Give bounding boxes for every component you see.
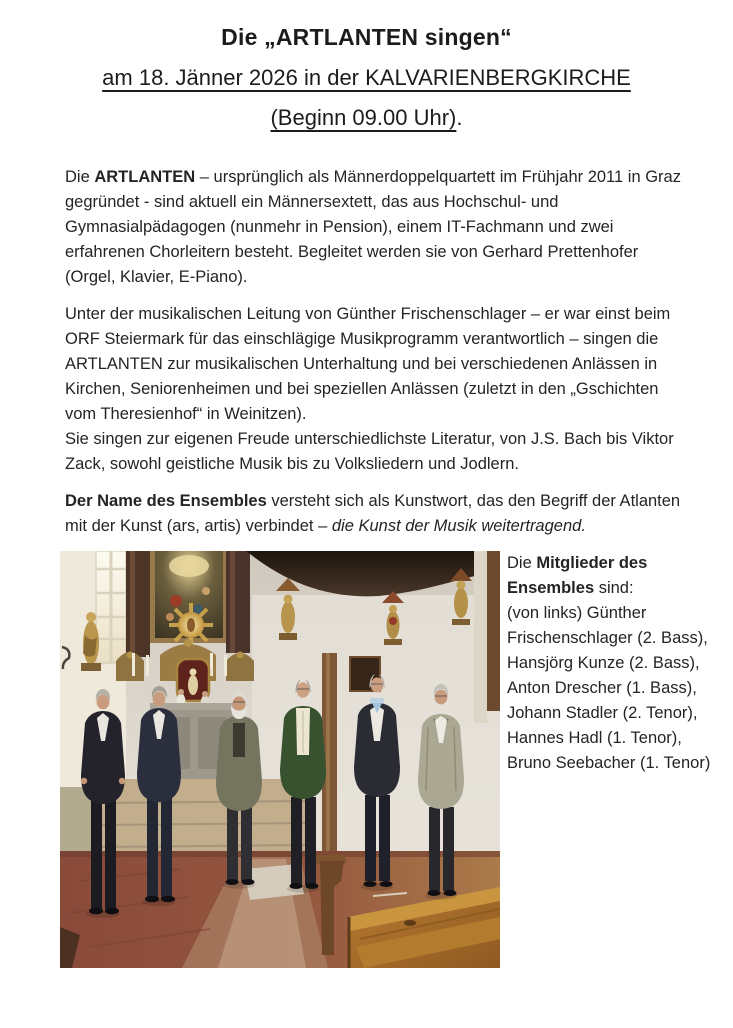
candle: [224, 655, 227, 676]
paragraph-musical-direction: Unter der musikalischen Leitung von Günther Frischenschlager – er war einst beim ORF Steiermark für das einschlägige Musikprogramm verantwortlich – singen die ARTLANTEN zur musikalischen Unterhaltung und bei verschiedenen Anlässen in Kirchen, Seniorenheimen und bei speziellen Anlässen (zuletzt in den „Gschichten vom Theresienhof“ in Weinitzen). Sie singen zur eigenen Freude unterschiedlichste Literatur, von J.S. Bach bis Viktor Zack, sowohl geistliche Musik bis zu Volksliedern und Jodlern.: [65, 305, 674, 473]
right-edge-frame: [474, 551, 500, 723]
subtitle-date: [0, 65, 733, 91]
page-title: Die „ARTLANTEN singen“: [221, 24, 512, 50]
members-caption: Die Mitglieder des Ensembles sind: (von links) Günther Frischenschlager (2. Bass), Hansjörg Kunze (2. Bass), Anton Drescher (1. Bass), Johann Stadler (2. Tenor), Hannes Hadl (1. Tenor), Bruno Seebacher (1. Tenor): [507, 554, 711, 772]
body-text: [65, 165, 693, 539]
subtitle-date-text: am 18. Jänner 2026 in der KALVARIENBERGKIRCHE: [102, 65, 631, 90]
subtitle-time-period: .: [456, 105, 463, 130]
subtitle-time: [0, 105, 733, 131]
document-header: [0, 0, 733, 131]
candle: [146, 655, 149, 676]
candle: [210, 653, 213, 676]
ensemble-photo-graphic: [60, 551, 500, 968]
candle: [132, 653, 135, 676]
paragraph-about-ensemble: Die ARTLANTEN – ursprünglich als Männerdoppelquartett im Frühjahr 2011 in Graz gegründet - sind aktuell ein Männersextett, das aus Hochschul- und Gymnasialpädagogen (nunmehr in Pension), einem IT-Fachmann und zwei erfahrenen Chorleitern besteht. Begleitet werden sie von Gerhard Prettenhofer (Orgel, Klavier, E-Piano).: [65, 168, 681, 286]
subtitle-time-text: (Beginn 09.00 Uhr): [270, 105, 457, 130]
photo-section: [60, 551, 733, 968]
paragraph-name-meaning: Der Name des Ensembles versteht sich als Kunstwort, das den Begriff der Atlanten mit der Kunst (ars, artis) verbindet – die Kunst der Musik weitertragend.: [65, 492, 681, 535]
church-window: [96, 551, 126, 663]
ensemble-photo: [60, 551, 500, 968]
